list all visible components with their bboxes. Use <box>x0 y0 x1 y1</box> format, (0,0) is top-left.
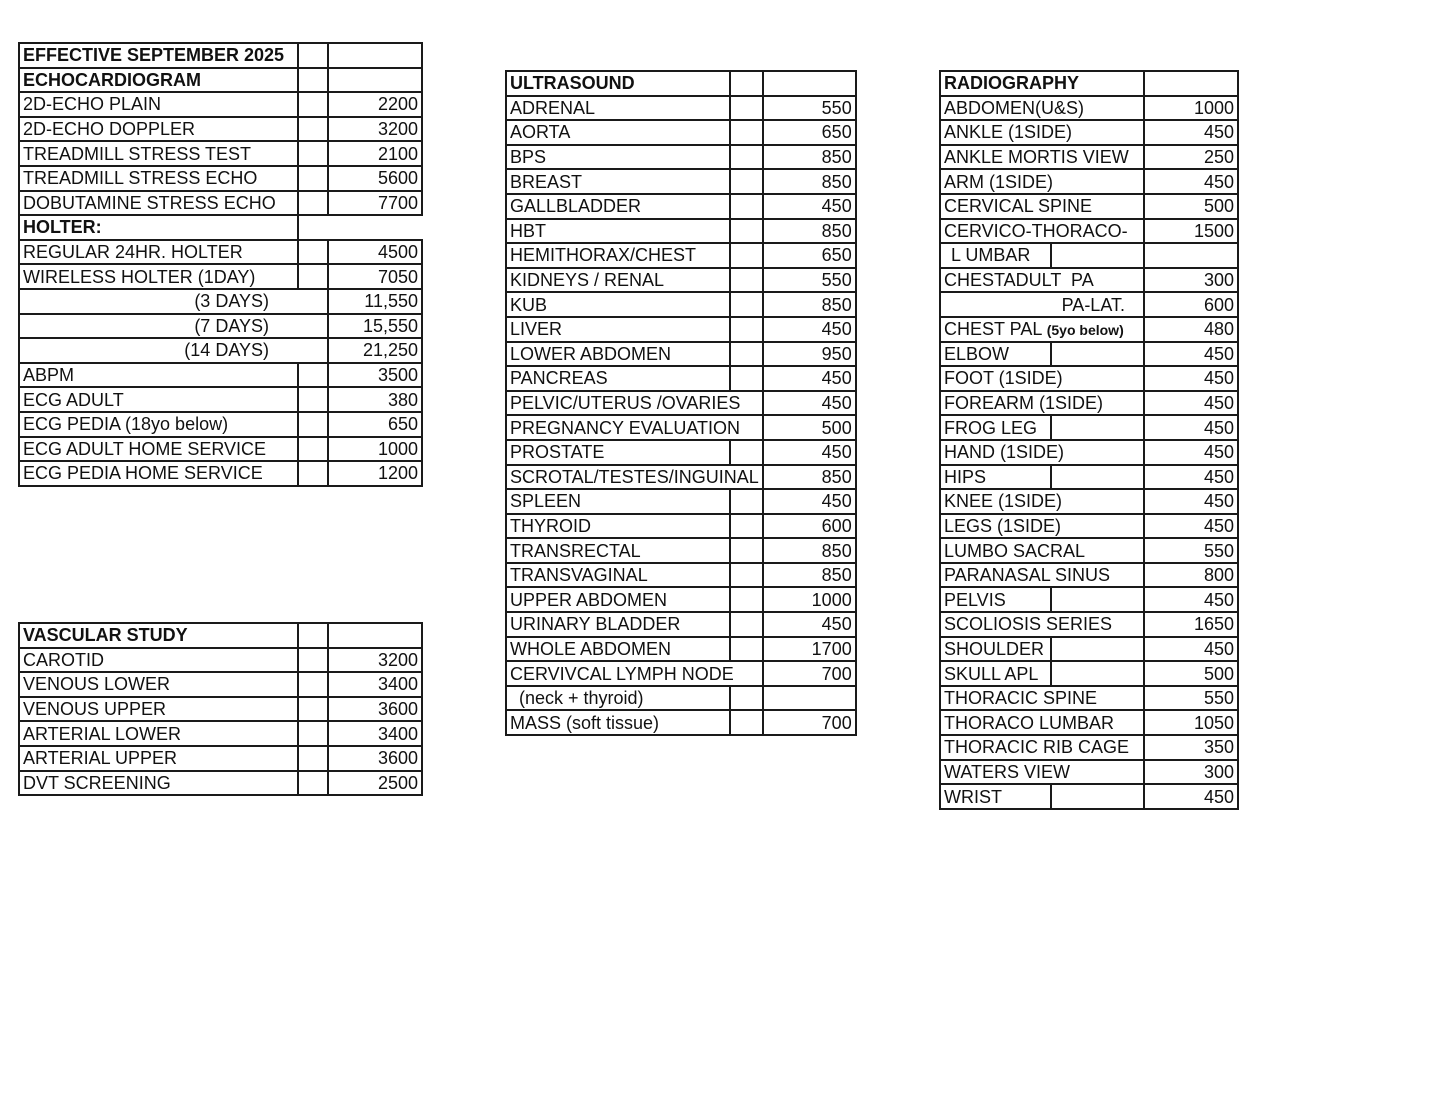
service-label: SPLEEN <box>506 489 730 514</box>
ultrasound-price-table <box>505 70 857 736</box>
service-price: 3200 <box>328 117 422 142</box>
table-row <box>506 563 856 588</box>
service-label: CERVICAL SPINE <box>940 194 1144 219</box>
service-label: PROSTATE <box>506 440 730 465</box>
service-label: WATERS VIEW <box>940 760 1144 785</box>
table-row <box>506 317 856 342</box>
service-price: 2100 <box>328 141 422 166</box>
table-row <box>506 587 856 612</box>
service-price: 600 <box>763 514 856 539</box>
table-row <box>940 686 1238 711</box>
service-label: ECG ADULT <box>19 387 298 412</box>
table-row <box>940 415 1238 440</box>
service-price: 550 <box>763 96 856 121</box>
service-price: 480 <box>1144 317 1238 342</box>
section-title-echocardiogram: ECHOCARDIOGRAM <box>19 68 298 93</box>
section-header-row <box>19 623 422 648</box>
service-label: LOWER ABDOMEN <box>506 342 730 367</box>
service-price <box>1144 243 1238 268</box>
table-row <box>940 268 1238 293</box>
table-row <box>940 120 1238 145</box>
service-label: PANCREAS <box>506 366 730 391</box>
service-price: 380 <box>328 387 422 412</box>
section-title-radiography: RADIOGRAPHY <box>940 71 1144 96</box>
service-price: 11,550 <box>328 289 422 314</box>
service-label: FROG LEG <box>940 415 1051 440</box>
service-label: 2D-ECHO PLAIN <box>19 92 298 117</box>
service-price: 2500 <box>328 771 422 796</box>
service-price: 3400 <box>328 721 422 746</box>
table-row <box>19 166 422 191</box>
effective-date: EFFECTIVE SEPTEMBER 2025 <box>19 43 298 68</box>
table-row <box>940 563 1238 588</box>
table-row <box>19 92 422 117</box>
table-row <box>506 96 856 121</box>
table-row <box>19 437 422 462</box>
service-price: 450 <box>763 194 856 219</box>
table-row <box>940 342 1238 367</box>
table-row <box>506 612 856 637</box>
table-row <box>940 612 1238 637</box>
service-price: 850 <box>763 292 856 317</box>
service-price: 450 <box>763 317 856 342</box>
service-price: 3400 <box>328 672 422 697</box>
table-row <box>19 461 422 486</box>
service-label-text: CHEST PAL <box>944 318 1042 339</box>
table-row <box>506 292 856 317</box>
service-label: WIRELESS HOLTER (1DAY) <box>19 264 298 289</box>
table-row <box>19 289 422 314</box>
table-row <box>19 240 422 265</box>
service-label: BPS <box>506 145 730 170</box>
service-label: ANKLE (1SIDE) <box>940 120 1144 145</box>
service-label: BREAST <box>506 169 730 194</box>
service-label: SCOLIOSIS SERIES <box>940 612 1144 637</box>
service-label: TRANSRECTAL <box>506 538 730 563</box>
table-row <box>19 141 422 166</box>
service-price: 450 <box>763 612 856 637</box>
service-label: (3 DAYS) <box>19 289 328 314</box>
service-label: CAROTID <box>19 648 298 673</box>
table-row <box>940 440 1238 465</box>
table-row <box>506 538 856 563</box>
service-price: 850 <box>763 145 856 170</box>
table-row <box>940 637 1238 662</box>
service-label: FOOT (1SIDE) <box>940 366 1144 391</box>
table-row <box>19 264 422 289</box>
service-label: SHOULDER <box>940 637 1051 662</box>
service-price: 650 <box>763 243 856 268</box>
service-label: LUMBO SACRAL <box>940 538 1144 563</box>
service-label: ADRENAL <box>506 96 730 121</box>
service-label: ARTERIAL UPPER <box>19 746 298 771</box>
service-label: LIVER <box>506 317 730 342</box>
table-row <box>940 760 1238 785</box>
service-price: 1650 <box>1144 612 1238 637</box>
service-price: 3200 <box>328 648 422 673</box>
service-price: 450 <box>763 391 856 416</box>
vascular-study-price-table <box>18 622 423 796</box>
service-price: 800 <box>1144 563 1238 588</box>
service-price: 2200 <box>328 92 422 117</box>
service-price: 450 <box>1144 342 1238 367</box>
table-row <box>940 735 1238 760</box>
table-row <box>506 637 856 662</box>
section-header-row <box>940 71 1238 96</box>
table-row <box>19 117 422 142</box>
service-price: 300 <box>1144 760 1238 785</box>
service-label: HAND (1SIDE) <box>940 440 1144 465</box>
service-price: 850 <box>763 219 856 244</box>
service-price: 450 <box>763 489 856 514</box>
table-row <box>940 489 1238 514</box>
service-price: 3500 <box>328 363 422 388</box>
service-label: HBT <box>506 219 730 244</box>
service-price: 21,250 <box>328 338 422 363</box>
service-price: 950 <box>763 342 856 367</box>
table-row <box>506 415 856 440</box>
section-header-row <box>506 71 856 96</box>
service-price: 1000 <box>328 437 422 462</box>
table-row <box>19 338 422 363</box>
service-label: THYROID <box>506 514 730 539</box>
service-price: 600 <box>1144 292 1238 317</box>
table-row <box>19 363 422 388</box>
service-price: 7700 <box>328 191 422 216</box>
table-row <box>506 440 856 465</box>
service-label: TREADMILL STRESS TEST <box>19 141 298 166</box>
table-row <box>506 391 856 416</box>
table-row <box>940 292 1238 317</box>
service-label-note: (5yo below) <box>1046 321 1124 338</box>
service-label: ABDOMEN(U&S) <box>940 96 1144 121</box>
service-label: WHOLE ABDOMEN <box>506 637 730 662</box>
service-label: THORACO LUMBAR <box>940 710 1144 735</box>
service-label: THORACIC SPINE <box>940 686 1144 711</box>
service-price: 3600 <box>328 697 422 722</box>
table-row <box>19 771 422 796</box>
table-row <box>19 746 422 771</box>
service-label: SCROTAL/TESTES/INGUINAL <box>506 465 763 490</box>
service-price: 850 <box>763 169 856 194</box>
service-price: 7050 <box>328 264 422 289</box>
service-price: 450 <box>1144 415 1238 440</box>
service-label: CHESTADULT PA <box>940 268 1144 293</box>
service-price: 850 <box>763 538 856 563</box>
service-label: ECG ADULT HOME SERVICE <box>19 437 298 462</box>
service-price: 550 <box>763 268 856 293</box>
service-label: KNEE (1SIDE) <box>940 489 1144 514</box>
service-label: ANKLE MORTIS VIEW <box>940 145 1144 170</box>
table-row <box>940 96 1238 121</box>
service-price: 500 <box>763 415 856 440</box>
service-label: FOREARM (1SIDE) <box>940 391 1144 416</box>
section-title-holter: HOLTER: <box>19 215 298 240</box>
service-label: CERVICO-THORACO- <box>940 219 1144 244</box>
service-price: 350 <box>1144 735 1238 760</box>
table-row <box>940 317 1238 342</box>
service-label: (neck + thyroid) <box>506 686 730 711</box>
service-price: 450 <box>1144 169 1238 194</box>
service-label: PELVIC/UTERUS /OVARIES <box>506 391 763 416</box>
table-row <box>19 672 422 697</box>
table-row <box>19 412 422 437</box>
service-price: 650 <box>763 120 856 145</box>
table-row <box>940 366 1238 391</box>
service-label: AORTA <box>506 120 730 145</box>
service-label: 2D-ECHO DOPPLER <box>19 117 298 142</box>
service-label: TRANSVAGINAL <box>506 563 730 588</box>
service-price: 1500 <box>1144 219 1238 244</box>
service-price: 15,550 <box>328 314 422 339</box>
service-label: TREADMILL STRESS ECHO <box>19 166 298 191</box>
section-title-ultrasound: ULTRASOUND <box>506 71 730 96</box>
service-label: HIPS <box>940 465 1051 490</box>
service-label: LEGS (1SIDE) <box>940 514 1144 539</box>
service-label: SKULL APL <box>940 661 1051 686</box>
service-label: ARTERIAL LOWER <box>19 721 298 746</box>
echocardiogram-price-table <box>18 42 423 487</box>
service-price: 550 <box>1144 538 1238 563</box>
service-label: MASS (soft tissue) <box>506 710 730 735</box>
table-row <box>506 243 856 268</box>
service-price: 450 <box>1144 489 1238 514</box>
table-row <box>940 145 1238 170</box>
service-label: ECG PEDIA HOME SERVICE <box>19 461 298 486</box>
service-price: 450 <box>1144 366 1238 391</box>
service-price: 700 <box>763 661 856 686</box>
service-label: UPPER ABDOMEN <box>506 587 730 612</box>
service-label: GALLBLADDER <box>506 194 730 219</box>
service-label: CERVIVCAL LYMPH NODE <box>506 661 763 686</box>
service-label: WRIST <box>940 784 1051 809</box>
service-label: HEMITHORAX/CHEST <box>506 243 730 268</box>
service-price: 450 <box>1144 587 1238 612</box>
table-row <box>940 538 1238 563</box>
table-row <box>506 489 856 514</box>
table-row <box>506 710 856 735</box>
service-label: PARANASAL SINUS <box>940 563 1144 588</box>
table-row <box>506 145 856 170</box>
service-price: 1200 <box>328 461 422 486</box>
service-price: 550 <box>1144 686 1238 711</box>
table-row <box>506 120 856 145</box>
service-price: 850 <box>763 465 856 490</box>
effective-date-row <box>19 43 422 68</box>
service-label: URINARY BLADDER <box>506 612 730 637</box>
table-row <box>940 514 1238 539</box>
service-label: DOBUTAMINE STRESS ECHO <box>19 191 298 216</box>
service-price: 450 <box>763 366 856 391</box>
service-label: ARM (1SIDE) <box>940 169 1144 194</box>
table-row <box>940 169 1238 194</box>
section-header-row <box>19 68 422 93</box>
service-label: KUB <box>506 292 730 317</box>
service-price: 5600 <box>328 166 422 191</box>
table-row <box>506 219 856 244</box>
table-row <box>506 661 856 686</box>
service-label: PREGNANCY EVALUATION <box>506 415 763 440</box>
service-label: ECG PEDIA (18yo below) <box>19 412 298 437</box>
section-title-vascular: VASCULAR STUDY <box>19 623 298 648</box>
service-label: PELVIS <box>940 587 1051 612</box>
service-label: ABPM <box>19 363 298 388</box>
service-price: 3600 <box>328 746 422 771</box>
table-row <box>940 710 1238 735</box>
table-row <box>19 387 422 412</box>
service-price: 500 <box>1144 661 1238 686</box>
service-price: 450 <box>763 440 856 465</box>
service-price: 1000 <box>763 587 856 612</box>
section-header-row <box>19 215 422 240</box>
service-label: (14 DAYS) <box>19 338 328 363</box>
service-price: 250 <box>1144 145 1238 170</box>
service-label: KIDNEYS / RENAL <box>506 268 730 293</box>
table-row <box>940 194 1238 219</box>
service-price: 450 <box>1144 391 1238 416</box>
service-price: 450 <box>1144 120 1238 145</box>
table-row <box>19 191 422 216</box>
table-row <box>19 697 422 722</box>
table-row <box>506 686 856 711</box>
table-row <box>506 366 856 391</box>
service-price: 300 <box>1144 268 1238 293</box>
service-price <box>763 686 856 711</box>
service-price: 500 <box>1144 194 1238 219</box>
table-row <box>940 661 1238 686</box>
table-row <box>506 194 856 219</box>
service-label <box>940 317 1144 342</box>
table-row <box>19 648 422 673</box>
service-label: VENOUS UPPER <box>19 697 298 722</box>
service-label: THORACIC RIB CAGE <box>940 735 1144 760</box>
table-row <box>506 514 856 539</box>
table-row <box>19 721 422 746</box>
service-price: 1000 <box>1144 96 1238 121</box>
service-label: VENOUS LOWER <box>19 672 298 697</box>
service-price: 450 <box>1144 784 1238 809</box>
service-label: (7 DAYS) <box>19 314 328 339</box>
service-price: 450 <box>1144 440 1238 465</box>
service-price: 450 <box>1144 465 1238 490</box>
service-price: 700 <box>763 710 856 735</box>
service-price: 450 <box>1144 514 1238 539</box>
table-row <box>940 219 1238 244</box>
table-row <box>506 342 856 367</box>
service-price: 4500 <box>328 240 422 265</box>
service-label: ELBOW <box>940 342 1051 367</box>
table-row <box>940 391 1238 416</box>
table-row <box>506 465 856 490</box>
table-row <box>940 243 1238 268</box>
service-price: 1700 <box>763 637 856 662</box>
service-price: 450 <box>1144 637 1238 662</box>
table-row <box>940 587 1238 612</box>
service-price: 650 <box>328 412 422 437</box>
table-row <box>19 314 422 339</box>
service-price: 1050 <box>1144 710 1238 735</box>
radiography-price-table <box>939 70 1239 810</box>
table-row <box>940 465 1238 490</box>
service-label: L UMBAR <box>940 243 1051 268</box>
table-row <box>940 784 1238 809</box>
service-label: DVT SCREENING <box>19 771 298 796</box>
service-label: PA-LAT. <box>940 292 1144 317</box>
service-label: REGULAR 24HR. HOLTER <box>19 240 298 265</box>
table-row <box>506 169 856 194</box>
table-row <box>506 268 856 293</box>
service-price: 850 <box>763 563 856 588</box>
